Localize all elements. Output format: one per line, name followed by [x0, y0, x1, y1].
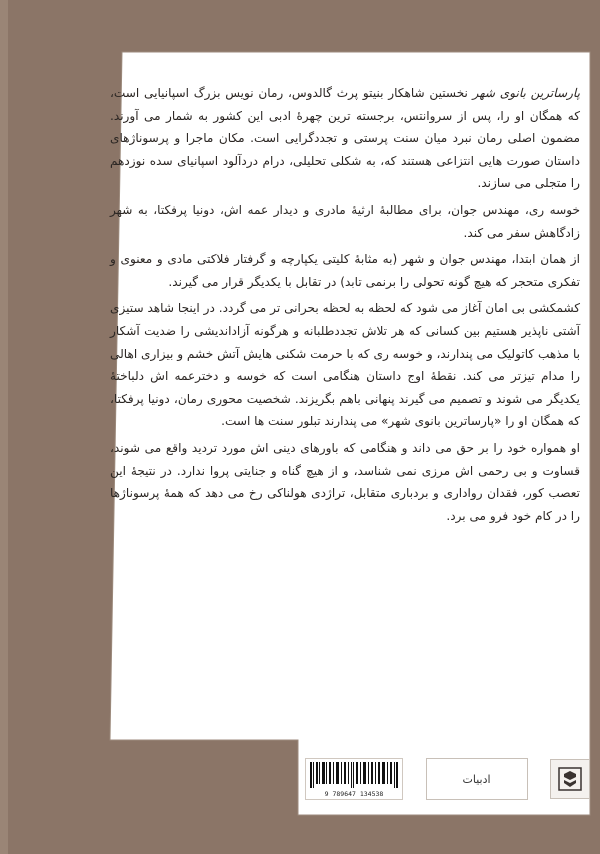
paragraph-text: از همان ابتدا، مهندس جوان و شهر (به مثابهٔ کلیتی یکپارچه و گرفتار فلاکتی مادی و معنوی و تفکری متحجر که هیچ گونه تحولی را برنمی تابد) در تقابل با یکدیگر قرار می گیرند. [110, 252, 580, 289]
barcode-bars [310, 762, 398, 788]
paragraph-text: کشمکشی بی امان آغاز می شود که لحظه به لحظه بحرانی تر می گردد. در اینجا شاهد ستیزی آشتی ناپذیر هستیم بین کسانی که هر تلاش تجددطلبانه و هرگونه آزاداندیشی را ضدیت آشکار با مذهب کاتولیک می پندارند، و خوسه ری که با حرمت شکنی هایش آتش خشم و بیزاری اهالی را مدام تیزتر می کند. نقطهٔ اوج داستان هنگامی است که خوسه و دخترعمه اش دلباختهٔ یکدیگر می شوند و تصمیم می گیرند پنهانی باهم بگریزند. شخصیت محوری رمان، دونیا پرفکتا، که همگان او را «پارساترین بانوی شهر» می پندارند تبلور سنت ها است. [110, 301, 580, 429]
paragraph-text: خوسه ری، مهندس جوان، برای مطالبهٔ ارثیهٔ مادری و دیدار عمه اش، دونیا پرفکتا، به شهر زادگاهش سفر می کند. [110, 202, 580, 240]
publisher-logo-icon [550, 759, 590, 799]
publisher-logo-glyph [557, 766, 583, 792]
synopsis-text [110, 82, 580, 702]
bottom-info-bar [305, 755, 590, 803]
paragraph-text: او همواره خود را بر حق می داند و هنگامی که باورهای دینی اش مورد تردید واقع می شوند، قساوت و بی رحمی اش مرزی نمی شناسد، و از هیچ گناه و جنایتی پروا ندارد. در نتیجهٔ این تعصب کور، فقدان رواداری و بردباری متقابل، تراژدی هولناکی رخ می دهد که همهٔ پرسوناژها را در کام خود فرو می برد. [110, 440, 580, 523]
synopsis-paragraph [110, 248, 580, 293]
barcode-icon [305, 758, 403, 800]
synopsis-paragraph [110, 199, 580, 244]
synopsis-paragraph [110, 82, 580, 195]
isbn-number: 9 789647 134538 [324, 790, 384, 798]
book-title-inline: پارساترین بانوی شهر [472, 86, 580, 100]
synopsis-paragraph [110, 437, 580, 527]
paragraph-text: نخستین شاهکار بنیتو پرث گالدوس، رمان نویس بزرگ اسپانیایی است، که همگان او را، پس از سروانتس، برجسته ترین چهرهٔ ادبی این کشور به شمار می آورند. مضمون اصلی رمان نبرد میان سنت پرستی و تجددگرایی است. مکان ماجرا و پرسوناژهای داستان صورت هایی انتزاعی هستند که، به شکلی تحلیلی، درام دردآلود اسپانیای سده نوزدهم را متجلی می سازند. [110, 86, 580, 191]
synopsis-paragraph [110, 297, 580, 433]
category-label: ادبیات [426, 758, 528, 800]
